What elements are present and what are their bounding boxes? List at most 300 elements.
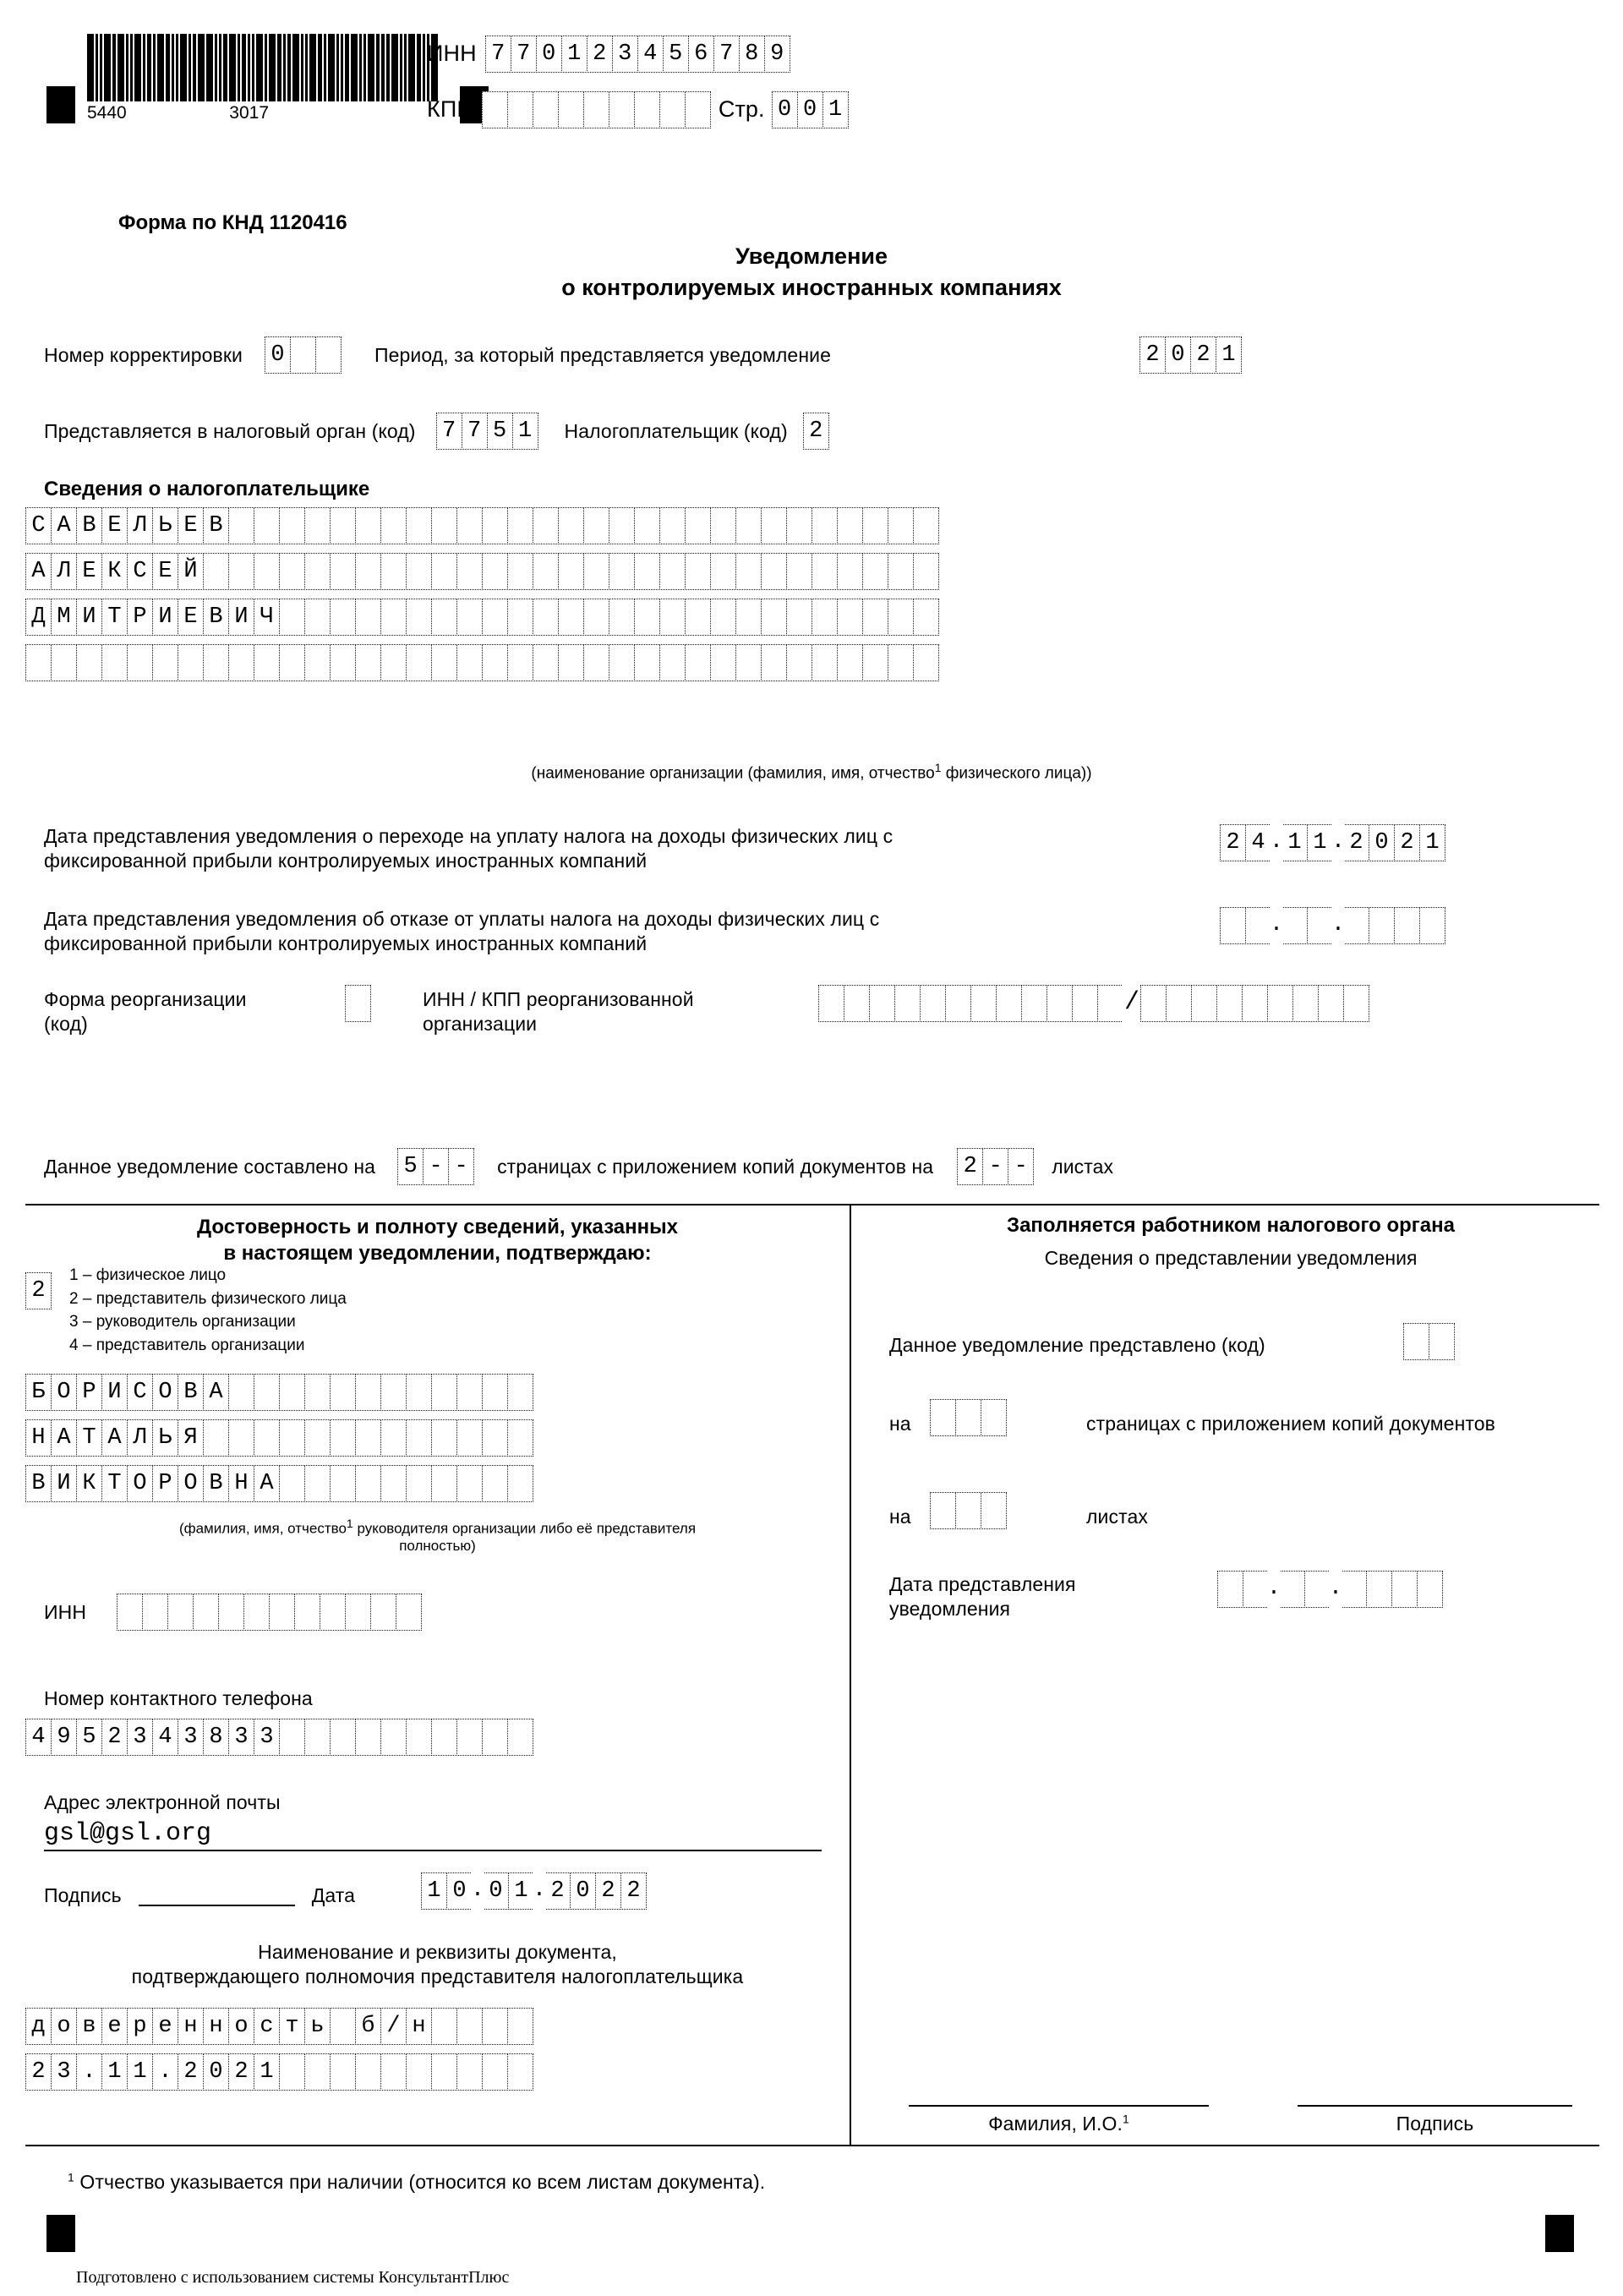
cell[interactable]: М xyxy=(51,599,77,636)
refusal-date-input[interactable] xyxy=(1220,907,1445,944)
cell[interactable] xyxy=(533,507,559,544)
cell[interactable] xyxy=(355,1419,381,1457)
cell[interactable] xyxy=(456,553,483,590)
cell[interactable] xyxy=(659,553,686,590)
cell[interactable] xyxy=(1072,985,1098,1022)
cell[interactable] xyxy=(355,1465,381,1502)
cell[interactable] xyxy=(1046,985,1073,1022)
cell[interactable] xyxy=(710,599,736,636)
cell[interactable] xyxy=(482,599,508,636)
cell[interactable] xyxy=(786,644,812,681)
cell[interactable]: 0 xyxy=(483,1872,509,1910)
cell[interactable]: Т xyxy=(76,1419,102,1457)
representative-name-line1[interactable] xyxy=(25,1374,533,1411)
cell[interactable] xyxy=(888,507,914,544)
taxpayer-name-line2[interactable] xyxy=(25,553,938,590)
cell[interactable] xyxy=(456,644,483,681)
cell[interactable] xyxy=(583,644,609,681)
authority-document-line2[interactable] xyxy=(25,2053,533,2091)
cell[interactable] xyxy=(862,507,888,544)
correction-input[interactable] xyxy=(265,336,341,374)
cell[interactable] xyxy=(25,644,52,681)
cell[interactable] xyxy=(558,507,584,544)
cell[interactable]: 1 xyxy=(508,1872,534,1910)
cell[interactable] xyxy=(818,985,844,1022)
cell[interactable] xyxy=(345,985,371,1022)
cell[interactable]: . xyxy=(152,2053,178,2091)
cell[interactable] xyxy=(279,644,305,681)
cell[interactable] xyxy=(406,599,432,636)
cell[interactable]: е xyxy=(101,2008,128,2045)
cell[interactable]: 0 xyxy=(536,36,562,73)
cell[interactable] xyxy=(920,985,946,1022)
cell[interactable] xyxy=(456,507,483,544)
cell[interactable]: е xyxy=(152,2008,178,2045)
signature-field[interactable] xyxy=(139,1884,295,1906)
cell[interactable]: 0 xyxy=(446,1872,473,1910)
cell[interactable] xyxy=(279,1465,305,1502)
cell[interactable]: 4 xyxy=(637,36,664,73)
cell[interactable] xyxy=(304,644,331,681)
cell[interactable] xyxy=(380,1719,407,1756)
cell[interactable] xyxy=(1021,985,1047,1022)
taxpayer-name-line1[interactable] xyxy=(25,507,938,544)
cell[interactable] xyxy=(685,91,711,128)
cell[interactable]: 6 xyxy=(688,36,714,73)
cell[interactable]: В xyxy=(25,1465,52,1502)
cell[interactable] xyxy=(1341,1571,1367,1608)
cell[interactable] xyxy=(482,507,508,544)
cell[interactable] xyxy=(533,599,559,636)
cell[interactable]: 2 xyxy=(228,2053,254,2091)
cell[interactable] xyxy=(117,1594,143,1631)
cell[interactable] xyxy=(1366,1571,1392,1608)
cell[interactable] xyxy=(279,1719,305,1756)
cell[interactable]: 3 xyxy=(178,1719,204,1756)
cell[interactable] xyxy=(507,644,533,681)
cell[interactable] xyxy=(406,1374,432,1411)
cell[interactable] xyxy=(355,2053,381,2091)
cell[interactable]: О xyxy=(178,1465,204,1502)
cell[interactable]: Е xyxy=(76,553,102,590)
cell[interactable] xyxy=(609,91,635,128)
cell[interactable] xyxy=(380,1374,407,1411)
cell[interactable] xyxy=(558,553,584,590)
cell[interactable] xyxy=(456,1419,483,1457)
cell[interactable] xyxy=(583,599,609,636)
cell[interactable] xyxy=(583,553,609,590)
cell[interactable]: Т xyxy=(101,599,128,636)
cell[interactable]: А xyxy=(51,1419,77,1457)
cell[interactable] xyxy=(330,2008,356,2045)
cell[interactable] xyxy=(685,507,711,544)
cell[interactable] xyxy=(507,553,533,590)
cell[interactable] xyxy=(482,1465,508,1502)
cell[interactable]: 1 xyxy=(1307,824,1333,861)
cell[interactable]: Я xyxy=(178,1419,204,1457)
cell[interactable]: 2 xyxy=(595,1872,621,1910)
composed-sheets-input[interactable] xyxy=(957,1148,1033,1185)
cell[interactable] xyxy=(558,91,584,128)
cell[interactable] xyxy=(761,644,787,681)
cell[interactable]: 2 xyxy=(1190,336,1216,374)
cell[interactable] xyxy=(456,2053,483,2091)
cell[interactable]: 0 xyxy=(772,91,798,128)
cell[interactable] xyxy=(1245,907,1271,944)
cell[interactable] xyxy=(431,2008,457,2045)
cell[interactable] xyxy=(279,553,305,590)
cell[interactable] xyxy=(634,553,660,590)
cell[interactable] xyxy=(279,1374,305,1411)
cell[interactable] xyxy=(380,553,407,590)
cell[interactable]: о xyxy=(228,2008,254,2045)
cell[interactable] xyxy=(1403,1323,1429,1360)
cell[interactable]: / xyxy=(380,2008,407,2045)
cell[interactable] xyxy=(1191,985,1217,1022)
cell[interactable] xyxy=(152,644,178,681)
cell[interactable] xyxy=(1166,985,1192,1022)
cell[interactable]: - xyxy=(1008,1148,1034,1185)
cell[interactable] xyxy=(634,507,660,544)
phone-input[interactable] xyxy=(25,1719,533,1756)
cell[interactable]: 1 xyxy=(822,91,849,128)
cell[interactable] xyxy=(304,599,331,636)
cell[interactable] xyxy=(482,2008,508,2045)
cell[interactable] xyxy=(685,599,711,636)
cell[interactable] xyxy=(609,644,635,681)
cell[interactable]: 3 xyxy=(228,1719,254,1756)
cell[interactable] xyxy=(279,599,305,636)
cell[interactable] xyxy=(930,1399,956,1436)
cell[interactable] xyxy=(685,553,711,590)
cell[interactable]: . xyxy=(76,2053,102,2091)
cell[interactable]: Л xyxy=(127,1419,153,1457)
cell[interactable] xyxy=(786,553,812,590)
cell[interactable]: С xyxy=(25,507,52,544)
cell[interactable]: О xyxy=(152,1374,178,1411)
cell[interactable]: 8 xyxy=(203,1719,229,1756)
cell[interactable] xyxy=(330,644,356,681)
cell[interactable] xyxy=(254,507,280,544)
cell[interactable] xyxy=(533,91,559,128)
cell[interactable] xyxy=(380,507,407,544)
cell[interactable] xyxy=(406,507,432,544)
cell[interactable]: 5 xyxy=(76,1719,102,1756)
cell[interactable]: Т xyxy=(101,1465,128,1502)
cell[interactable] xyxy=(659,507,686,544)
cell[interactable] xyxy=(228,507,254,544)
cell[interactable] xyxy=(431,644,457,681)
cell[interactable] xyxy=(913,644,939,681)
cell[interactable]: Л xyxy=(51,553,77,590)
cell[interactable] xyxy=(228,553,254,590)
cell[interactable]: А xyxy=(101,1419,128,1457)
cell[interactable] xyxy=(243,1594,270,1631)
cell[interactable] xyxy=(355,644,381,681)
signature-date-input[interactable] xyxy=(421,1872,646,1910)
cell[interactable]: 2 xyxy=(620,1872,647,1910)
reorg-inn-input[interactable] xyxy=(818,985,1123,1022)
cell[interactable] xyxy=(431,1719,457,1756)
cell[interactable]: С xyxy=(127,1374,153,1411)
cell[interactable]: И xyxy=(228,599,254,636)
cell[interactable]: 1 xyxy=(1216,336,1242,374)
cell[interactable]: о xyxy=(51,2008,77,2045)
cell[interactable] xyxy=(482,2053,508,2091)
cell[interactable]: 2 xyxy=(803,413,829,450)
cell[interactable]: 2 xyxy=(25,2053,52,2091)
cell[interactable] xyxy=(1220,907,1246,944)
cell[interactable]: 1 xyxy=(101,2053,128,2091)
cell[interactable]: 1 xyxy=(512,413,538,450)
cell[interactable] xyxy=(609,507,635,544)
cell[interactable] xyxy=(507,1719,533,1756)
cell[interactable] xyxy=(431,1419,457,1457)
cell[interactable] xyxy=(203,644,229,681)
cell[interactable]: 2 xyxy=(25,1272,52,1309)
cell[interactable] xyxy=(482,553,508,590)
cell[interactable] xyxy=(330,1465,356,1502)
cell[interactable]: 2 xyxy=(587,36,613,73)
cell[interactable] xyxy=(1242,985,1268,1022)
cell[interactable] xyxy=(837,507,863,544)
cell[interactable] xyxy=(710,644,736,681)
cell[interactable] xyxy=(290,336,316,374)
cell[interactable]: 2 xyxy=(1139,336,1166,374)
cell[interactable] xyxy=(380,1465,407,1502)
cell[interactable]: 3 xyxy=(51,2053,77,2091)
cell[interactable] xyxy=(735,599,762,636)
cell[interactable]: т xyxy=(279,2008,305,2045)
cell[interactable] xyxy=(355,507,381,544)
cell[interactable]: Н xyxy=(25,1419,52,1457)
cell[interactable]: 3 xyxy=(254,1719,280,1756)
cell[interactable] xyxy=(380,2053,407,2091)
cell[interactable] xyxy=(330,553,356,590)
cell[interactable] xyxy=(482,1719,508,1756)
period-input[interactable] xyxy=(1139,336,1241,374)
reorg-code-input[interactable] xyxy=(345,985,370,1022)
cell[interactable] xyxy=(456,1465,483,1502)
cell[interactable]: 1 xyxy=(421,1872,447,1910)
cell[interactable] xyxy=(304,507,331,544)
cell[interactable]: И xyxy=(101,1374,128,1411)
cell[interactable]: 2 xyxy=(178,2053,204,2091)
cell[interactable] xyxy=(761,599,787,636)
cell[interactable]: Ь xyxy=(152,1419,178,1457)
cell[interactable] xyxy=(396,1594,422,1631)
cell[interactable]: 5 xyxy=(487,413,513,450)
cell[interactable] xyxy=(1343,985,1369,1022)
cell[interactable] xyxy=(279,507,305,544)
cell[interactable] xyxy=(862,599,888,636)
cell[interactable] xyxy=(406,2053,432,2091)
tax-office-date-input[interactable] xyxy=(1217,1571,1442,1608)
cell[interactable] xyxy=(456,1374,483,1411)
cell[interactable] xyxy=(558,599,584,636)
cell[interactable]: 0 xyxy=(1165,336,1191,374)
cell[interactable] xyxy=(203,553,229,590)
cell[interactable] xyxy=(913,599,939,636)
cell[interactable]: 8 xyxy=(739,36,765,73)
cell[interactable] xyxy=(1243,1571,1269,1608)
cell[interactable] xyxy=(406,1465,432,1502)
cell[interactable] xyxy=(761,553,787,590)
cell[interactable]: В xyxy=(203,1465,229,1502)
cell[interactable] xyxy=(1369,907,1395,944)
reorg-kpp-input[interactable] xyxy=(1140,985,1369,1022)
cell[interactable]: О xyxy=(51,1374,77,1411)
cell[interactable]: Р xyxy=(127,599,153,636)
cell[interactable] xyxy=(406,553,432,590)
cell[interactable]: 0 xyxy=(797,91,823,128)
cell[interactable] xyxy=(254,644,280,681)
cell[interactable] xyxy=(735,644,762,681)
cell[interactable] xyxy=(837,644,863,681)
cell[interactable]: Ч xyxy=(254,599,280,636)
cell[interactable] xyxy=(894,985,921,1022)
cell[interactable] xyxy=(844,985,870,1022)
cell[interactable] xyxy=(1394,907,1420,944)
cell[interactable]: 7 xyxy=(713,36,740,73)
cell[interactable]: К xyxy=(76,1465,102,1502)
cell[interactable] xyxy=(254,1374,280,1411)
cell[interactable]: 3 xyxy=(612,36,638,73)
cell[interactable]: 5 xyxy=(663,36,689,73)
cell[interactable] xyxy=(533,553,559,590)
cell[interactable] xyxy=(685,644,711,681)
cell[interactable] xyxy=(1391,1571,1418,1608)
cell[interactable] xyxy=(659,644,686,681)
cell[interactable]: ь xyxy=(304,2008,331,2045)
cell[interactable]: В xyxy=(178,1374,204,1411)
cell[interactable] xyxy=(304,1719,331,1756)
cell[interactable] xyxy=(609,553,635,590)
cell[interactable]: р xyxy=(127,2008,153,2045)
cell[interactable] xyxy=(735,553,762,590)
cell[interactable]: д xyxy=(25,2008,52,2045)
cell[interactable]: Ь xyxy=(152,507,178,544)
cell[interactable]: н xyxy=(406,2008,432,2045)
cell[interactable] xyxy=(507,599,533,636)
cell[interactable] xyxy=(1097,985,1123,1022)
cell[interactable] xyxy=(456,1719,483,1756)
cell[interactable] xyxy=(507,1374,533,1411)
cell[interactable] xyxy=(370,1594,396,1631)
cell[interactable]: 0 xyxy=(203,2053,229,2091)
cell[interactable] xyxy=(330,1374,356,1411)
page-number-input[interactable] xyxy=(772,91,848,128)
cell[interactable] xyxy=(1318,985,1344,1022)
cell[interactable] xyxy=(558,644,584,681)
taxpayer-name-line3[interactable] xyxy=(25,599,938,636)
cell[interactable]: А xyxy=(203,1374,229,1411)
cell[interactable] xyxy=(981,1399,1007,1436)
cell[interactable] xyxy=(1417,1571,1443,1608)
cell[interactable] xyxy=(1140,985,1167,1022)
cell[interactable]: 1 xyxy=(254,2053,280,2091)
cell[interactable] xyxy=(482,1419,508,1457)
cell[interactable]: В xyxy=(76,507,102,544)
cell[interactable] xyxy=(888,553,914,590)
cell[interactable] xyxy=(330,507,356,544)
cell[interactable] xyxy=(228,1419,254,1457)
cell[interactable] xyxy=(786,599,812,636)
cell[interactable]: - xyxy=(448,1148,474,1185)
email-input[interactable]: gsl@gsl.org xyxy=(44,1819,822,1851)
cell[interactable] xyxy=(167,1594,194,1631)
cell[interactable] xyxy=(1281,907,1308,944)
cell[interactable]: 7 xyxy=(462,413,488,450)
cell[interactable] xyxy=(304,553,331,590)
cell[interactable] xyxy=(355,599,381,636)
cell[interactable] xyxy=(507,2008,533,2045)
cell[interactable] xyxy=(330,1419,356,1457)
cell[interactable] xyxy=(355,1719,381,1756)
cell[interactable] xyxy=(507,1419,533,1457)
representative-name-line3[interactable] xyxy=(25,1465,533,1502)
cell[interactable] xyxy=(431,599,457,636)
cell[interactable] xyxy=(193,1594,219,1631)
cell[interactable] xyxy=(51,644,77,681)
cell[interactable] xyxy=(254,553,280,590)
cell[interactable] xyxy=(431,2053,457,2091)
cell[interactable] xyxy=(431,553,457,590)
cell[interactable] xyxy=(482,91,508,128)
tax-office-pages-input[interactable] xyxy=(930,1399,1006,1436)
cell[interactable] xyxy=(1267,985,1293,1022)
cell[interactable]: Е xyxy=(152,553,178,590)
tax-office-sheets-input[interactable] xyxy=(930,1492,1006,1529)
cell[interactable] xyxy=(659,91,686,128)
cell[interactable]: И xyxy=(51,1465,77,1502)
cell[interactable] xyxy=(735,507,762,544)
cell[interactable]: А xyxy=(51,507,77,544)
cell[interactable]: 7 xyxy=(511,36,537,73)
cell[interactable]: 1 xyxy=(561,36,587,73)
cell[interactable] xyxy=(862,644,888,681)
cell[interactable] xyxy=(269,1594,295,1631)
cell[interactable] xyxy=(254,1419,280,1457)
cell[interactable]: Д xyxy=(25,599,52,636)
cell[interactable]: В xyxy=(203,599,229,636)
cell[interactable] xyxy=(482,1374,508,1411)
cell[interactable] xyxy=(507,91,533,128)
cell[interactable] xyxy=(583,91,609,128)
cell[interactable] xyxy=(330,1719,356,1756)
cell[interactable] xyxy=(431,1465,457,1502)
cell[interactable]: 7 xyxy=(485,36,511,73)
cell[interactable]: 2 xyxy=(1220,824,1246,861)
cell[interactable] xyxy=(609,599,635,636)
cell[interactable]: С xyxy=(127,553,153,590)
cell[interactable]: 3 xyxy=(127,1719,153,1756)
cell[interactable] xyxy=(101,644,128,681)
cell[interactable]: б xyxy=(355,2008,381,2045)
cell[interactable] xyxy=(533,644,559,681)
cell[interactable] xyxy=(761,507,787,544)
kpp-input[interactable] xyxy=(482,91,710,128)
cell[interactable] xyxy=(786,507,812,544)
representative-inn-input[interactable] xyxy=(117,1594,421,1631)
cell[interactable] xyxy=(279,2053,305,2091)
cell[interactable]: 7 xyxy=(436,413,462,450)
cell[interactable] xyxy=(456,599,483,636)
cell[interactable] xyxy=(304,2053,331,2091)
cell[interactable] xyxy=(634,599,660,636)
cell[interactable] xyxy=(634,644,660,681)
cell[interactable] xyxy=(304,1465,331,1502)
